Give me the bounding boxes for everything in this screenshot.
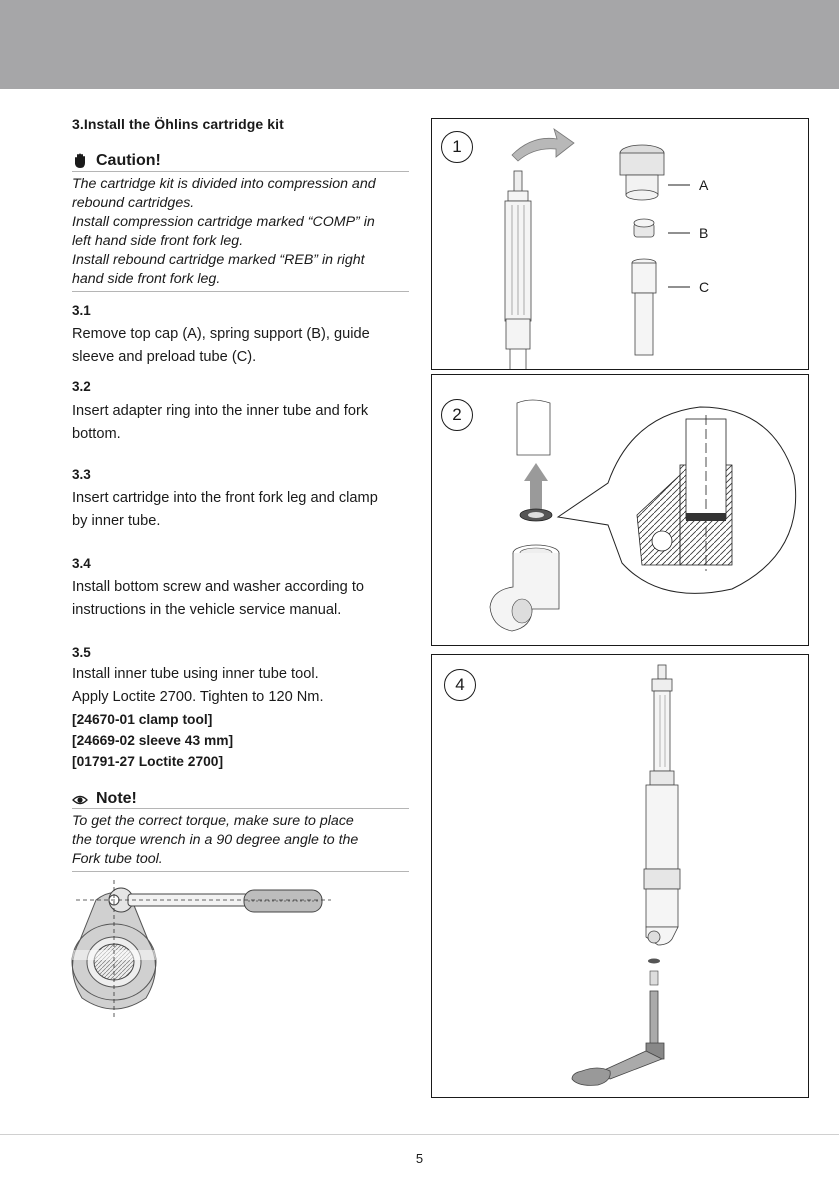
step-number: 3.2 — [72, 379, 91, 394]
step-line: Apply Loctite 2700. Tighten to 120 Nm. — [72, 688, 324, 705]
step-number: 3.1 — [72, 303, 91, 318]
step-line: by inner tube. — [72, 512, 161, 529]
part-item: [24669-02 sleeve 43 mm] — [72, 733, 234, 748]
step-line: Insert cartridge into the front fork leg and clamp — [72, 490, 378, 506]
note-title: Note! — [96, 790, 137, 807]
figure-number: 2 — [441, 399, 473, 431]
caution-line: rebound cartridges. — [72, 195, 195, 211]
figure-panel-1 — [431, 118, 809, 370]
part-label-b: B — [699, 225, 709, 241]
header-band — [0, 0, 839, 89]
page-number: 5 — [415, 1151, 424, 1166]
step-text — [72, 576, 412, 621]
step-line: Remove top cap (A), spring support (B), guide — [72, 326, 370, 342]
note-line: To get the correct torque, make sure to place — [72, 813, 354, 829]
step-line: sleeve and preload tube (C). — [72, 348, 257, 365]
part-item: [24670-01 clamp tool] — [72, 712, 213, 727]
caution-title: Caution! — [96, 152, 161, 169]
step-text — [72, 487, 412, 532]
part-item: [01791-27 Loctite 2700] — [72, 754, 224, 769]
note-body — [72, 809, 409, 872]
torque-wrench-illustration — [66, 880, 336, 1020]
step-number: 3.4 — [72, 556, 91, 571]
step-text — [72, 323, 412, 368]
figure-panel-4 — [431, 654, 809, 1098]
figure-number: 4 — [444, 669, 476, 701]
footer-rule — [0, 1134, 839, 1135]
caution-line: hand side front fork leg. — [72, 271, 221, 287]
caution-line: Install compression cartridge marked “COMP” in — [72, 214, 375, 230]
step-text — [72, 400, 412, 445]
note-line: the torque wrench in a 90 degree angle to the — [72, 832, 359, 848]
step-line: Install bottom screw and washer according to — [72, 579, 365, 595]
step-text — [72, 663, 412, 708]
step-line: instructions in the vehicle service manual. — [72, 601, 342, 618]
section-title: 3.Install the Öhlins cartridge kit — [72, 116, 284, 132]
figure-number: 1 — [441, 131, 473, 163]
caution-body — [72, 172, 409, 292]
caution-line: The cartridge kit is divided into compression and — [72, 176, 376, 192]
figure-panel-2 — [431, 374, 809, 646]
note-box — [72, 790, 409, 872]
parts-list — [72, 709, 233, 772]
eye-icon — [72, 793, 88, 805]
caution-box — [72, 152, 409, 292]
step-number: 3.3 — [72, 467, 91, 482]
part-label-c: C — [699, 279, 710, 295]
step-line: bottom. — [72, 425, 121, 442]
step-number: 3.5 — [72, 645, 91, 660]
note-header — [72, 790, 409, 809]
caution-line: Install rebound cartridge marked “REB” in right — [72, 252, 365, 268]
step-line: Install inner tube using inner tube tool. — [72, 666, 319, 682]
part-label-a: A — [699, 177, 709, 193]
caution-header — [72, 152, 409, 172]
note-line: Fork tube tool. — [72, 851, 163, 867]
caution-line: left hand side front fork leg. — [72, 233, 244, 249]
step-line: Insert adapter ring into the inner tube and fork — [72, 403, 369, 419]
hand-stop-icon — [72, 153, 88, 169]
